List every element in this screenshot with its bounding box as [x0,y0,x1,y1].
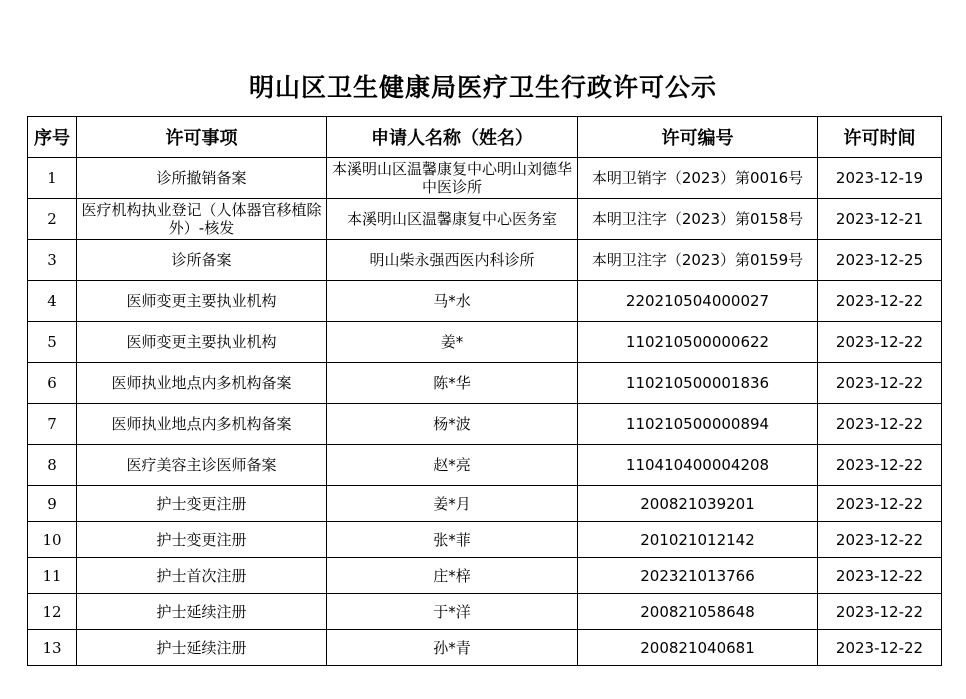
cell-date: 2023-12-25 [818,240,942,281]
cell-applicant: 马*水 [327,281,578,322]
cell-applicant: 于*洋 [327,594,578,630]
cell-item: 医疗美容主诊医师备案 [77,445,327,486]
cell-item: 护士变更注册 [77,522,327,558]
header-applicant: 申请人名称（姓名） [327,117,578,158]
cell-item: 医师执业地点内多机构备案 [77,363,327,404]
cell-permit-no: 110410400004208 [578,445,818,486]
cell-date: 2023-12-22 [818,404,942,445]
cell-applicant: 杨*波 [327,404,578,445]
cell-no: 10 [28,522,77,558]
cell-applicant: 孙*青 [327,630,578,666]
cell-item: 医师变更主要执业机构 [77,322,327,363]
cell-applicant: 陈*华 [327,363,578,404]
cell-applicant: 本溪明山区温馨康复中心明山刘德华中医诊所 [327,158,578,199]
table-row [28,594,942,630]
table-row [28,404,942,445]
cell-item: 医师执业地点内多机构备案 [77,404,327,445]
cell-no: 1 [28,158,77,199]
cell-item: 诊所备案 [77,240,327,281]
table-row [28,522,942,558]
cell-permit-no: 200821058648 [578,594,818,630]
header-permit-no: 许可编号 [578,117,818,158]
header-no: 序号 [28,117,77,158]
cell-permit-no: 220210504000027 [578,281,818,322]
cell-applicant: 赵*亮 [327,445,578,486]
cell-permit-no: 110210500000622 [578,322,818,363]
page-title: 明山区卫生健康局医疗卫生行政许可公示 [248,73,717,102]
table-row [28,158,942,199]
header-item: 许可事项 [77,117,327,158]
cell-permit-no: 200821039201 [578,486,818,522]
cell-applicant: 张*菲 [327,522,578,558]
cell-no: 12 [28,594,77,630]
cell-permit-no: 本明卫销字（2023）第0016号 [578,158,818,199]
header-date: 许可时间 [818,117,942,158]
cell-no: 5 [28,322,77,363]
cell-applicant: 明山柴永强西医内科诊所 [327,240,578,281]
cell-permit-no: 110210500001836 [578,363,818,404]
cell-item: 诊所撤销备案 [77,158,327,199]
cell-no: 9 [28,486,77,522]
cell-date: 2023-12-22 [818,486,942,522]
cell-item: 医疗机构执业登记（人体器官移植除外）-核发 [77,199,327,240]
cell-no: 6 [28,363,77,404]
table-row [28,630,942,666]
cell-date: 2023-12-22 [818,594,942,630]
cell-permit-no: 本明卫注字（2023）第0158号 [578,199,818,240]
cell-permit-no: 201021012142 [578,522,818,558]
cell-item: 护士延续注册 [77,630,327,666]
cell-date: 2023-12-22 [818,281,942,322]
table-row [28,558,942,594]
table-row [28,445,942,486]
table-row [28,363,942,404]
cell-item: 护士延续注册 [77,594,327,630]
cell-date: 2023-12-21 [818,199,942,240]
table-row [28,240,942,281]
cell-no: 3 [28,240,77,281]
cell-date: 2023-12-22 [818,445,942,486]
cell-no: 4 [28,281,77,322]
cell-item: 护士首次注册 [77,558,327,594]
cell-date: 2023-12-22 [818,363,942,404]
cell-date: 2023-12-22 [818,322,942,363]
cell-no: 8 [28,445,77,486]
cell-applicant: 本溪明山区温馨康复中心医务室 [327,199,578,240]
table-row [28,281,942,322]
cell-no: 11 [28,558,77,594]
table-header-row [28,117,942,158]
cell-permit-no: 202321013766 [578,558,818,594]
permit-table [27,116,942,666]
cell-permit-no: 110210500000894 [578,404,818,445]
table-row [28,199,942,240]
cell-no: 13 [28,630,77,666]
cell-permit-no: 本明卫注字（2023）第0159号 [578,240,818,281]
cell-applicant: 庄*梓 [327,558,578,594]
cell-applicant: 姜* [327,322,578,363]
table-row [28,486,942,522]
cell-no: 2 [28,199,77,240]
cell-no: 7 [28,404,77,445]
cell-date: 2023-12-19 [818,158,942,199]
cell-date: 2023-12-22 [818,558,942,594]
table-body [28,158,942,666]
cell-applicant: 姜*月 [327,486,578,522]
cell-item: 护士变更注册 [77,486,327,522]
cell-date: 2023-12-22 [818,630,942,666]
cell-date: 2023-12-22 [818,522,942,558]
table-row [28,322,942,363]
cell-permit-no: 200821040681 [578,630,818,666]
cell-item: 医师变更主要执业机构 [77,281,327,322]
